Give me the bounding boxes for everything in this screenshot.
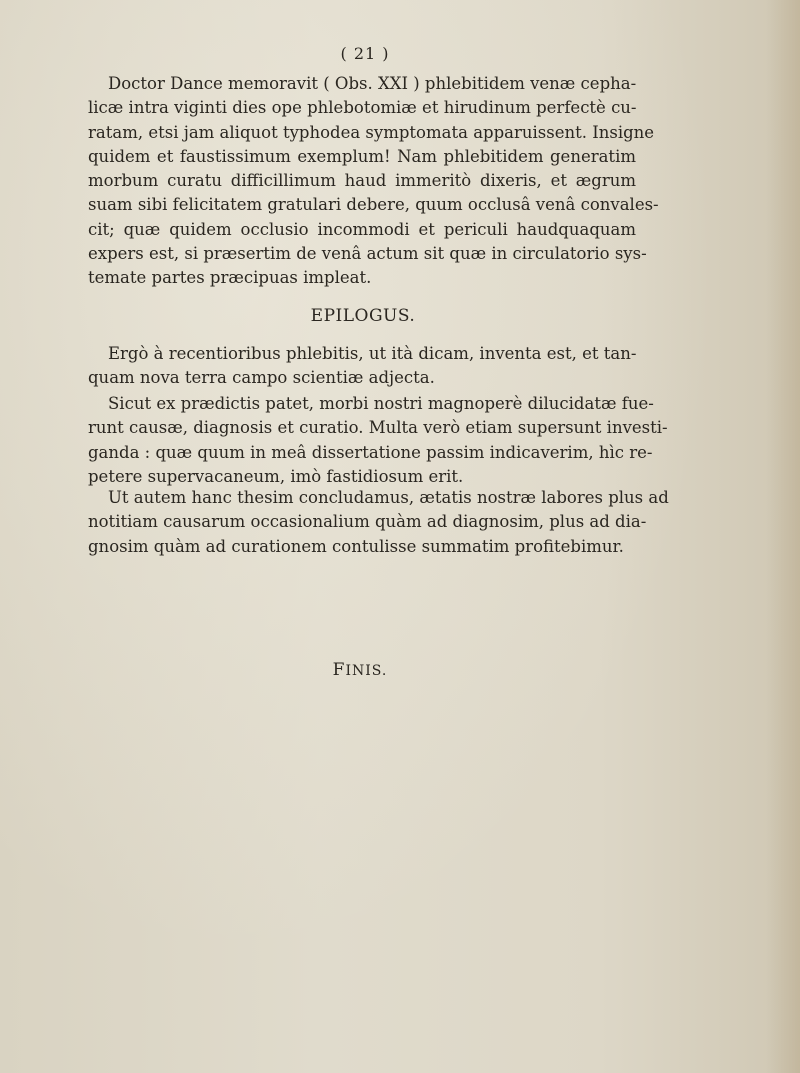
finis-mark xyxy=(0,660,720,680)
finis-initial: F xyxy=(332,660,346,680)
paragraph-epilogue-2 xyxy=(88,392,668,489)
text-line: Ergò à recentioribus phlebitis, ut ità dicam, inventa est, et tan- xyxy=(108,344,637,363)
page-number: ( 21 ) xyxy=(340,44,390,63)
text-line: suam sibi felicitatem gratulari debere, quum occlusâ venâ convales- xyxy=(88,195,659,215)
text-line: temate partes præcipuas impleat. xyxy=(88,268,372,288)
text-line: Doctor Dance memoravit ( Obs. XXI ) phlebitidem venæ cepha- xyxy=(108,74,637,93)
text-line: petere supervacaneum, imò fastidiosum erit. xyxy=(88,466,464,486)
text-line: Sicut ex prædictis patet, morbi nostri magnoperè dilucidatæ fue- xyxy=(108,394,654,413)
text-line: morbum curatu difficillimum haud immeritò dixeris, et ægrum xyxy=(88,171,636,191)
text-line: Ut autem hanc thesim concludamus, ætatis nostræ labores plus ad xyxy=(108,488,669,507)
text-line: quam nova terra campo scientiæ adjecta. xyxy=(88,368,435,388)
text-line: notitiam causarum occasionalium quàm ad diagnosim, plus ad dia- xyxy=(88,512,647,532)
page-edge-shadow xyxy=(766,0,800,1073)
text-line: licæ intra viginti dies ope phlebotomiæ et hirudinum perfectè cu- xyxy=(88,98,637,118)
paragraph-dance-observation xyxy=(88,72,659,291)
text-line: quidem et faustissimum exemplum! Nam phlebitidem generatim xyxy=(88,146,636,166)
text-line: expers est, si præsertim de venâ actum sit quæ in circulatorio sys- xyxy=(88,244,647,264)
finis-rest: INIS. xyxy=(345,663,388,679)
text-line: gnosim quàm ad curationem contulisse summatim profitebimur. xyxy=(88,536,624,556)
section-heading: EPILOGUS. xyxy=(310,306,416,326)
text-line: ratam, etsi jam aliquot typhodea symptomata apparuissent. Insigne xyxy=(88,122,655,142)
text-line: ganda : quæ quum in meâ dissertatione passim indicaverim, hìc re- xyxy=(88,442,653,462)
text-line: runt causæ, diagnosis et curatio. Multa verò etiam supersunt investi- xyxy=(88,418,668,438)
paragraph-epilogue-1 xyxy=(88,342,636,391)
paragraph-epilogue-3 xyxy=(88,486,669,559)
text-line: cit; quæ quidem occlusio incommodi et periculi haudquaquam xyxy=(88,219,636,239)
